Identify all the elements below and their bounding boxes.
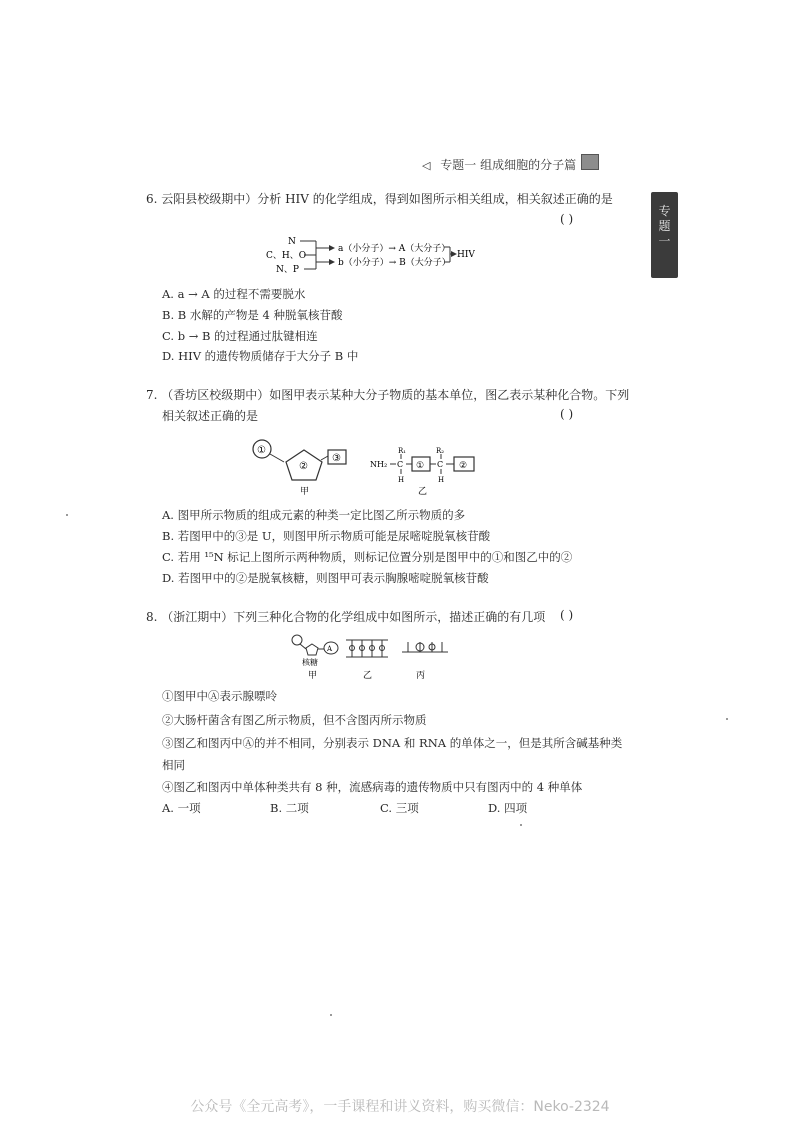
- yi-nh2: NH₂: [370, 460, 388, 469]
- element-n: N: [288, 237, 296, 247]
- q7-answer-paren: ( ): [560, 407, 574, 421]
- q8-ribose-label: 核糖: [302, 658, 318, 667]
- yi-caption: 乙: [418, 487, 428, 496]
- q7-stem-line2: 相关叙述正确的是: [162, 409, 259, 423]
- scan-speck: [330, 1014, 332, 1016]
- q8-figures: [288, 632, 468, 682]
- q8-statement-3-cont: 相同: [162, 758, 185, 772]
- q8-statement-1: ①图甲中Ⓐ表示腺嘌呤: [162, 689, 277, 703]
- q6-option-d: D. HIV 的遗传物质储存于大分子 B 中: [162, 349, 359, 363]
- q7-option-b: B. 若图甲中的③是 U，则图甲所示物质可能是尿嘧啶脱氧核苷酸: [162, 529, 491, 543]
- q8-statement-4: ④图乙和图丙中单体种类共有 8 种，流感病毒的遗传物质中只有图丙中的 4 种单体: [162, 780, 583, 794]
- yi-c2: C: [437, 460, 444, 469]
- q8-statement-3: ③图乙和图丙中Ⓐ的并不相同，分别表示 DNA 和 RNA 的单体之一，但是其所含碱基种类: [162, 736, 623, 750]
- q8-caption-jia: 甲: [308, 671, 318, 681]
- q7-figure-jia: [248, 436, 348, 496]
- header-decoration-icon: [581, 154, 599, 170]
- footer-watermark: 公众号《全元高考》，一手课程和讲义资料，购买微信：Neko-2324: [190, 1099, 610, 1115]
- q8-answer-paren: ( ): [560, 608, 574, 622]
- q6-option-c: C. b → B 的过程通过肽键相连: [162, 329, 318, 343]
- yi-box-2: ②: [459, 461, 468, 471]
- jia-box-3: ③: [332, 453, 341, 464]
- section-title: 专题一 组成细胞的分子篇: [440, 158, 577, 172]
- scan-speck: [726, 718, 728, 720]
- element-cho: C、H、O: [266, 251, 307, 261]
- element-np: N、P: [276, 265, 299, 275]
- row-a-text: a（小分子）→ A（大分子）: [338, 244, 451, 254]
- side-tab-label: 专题一: [658, 204, 671, 248]
- q8-caption-bing: 丙: [416, 671, 426, 681]
- q8-choice-c: C. 三项: [380, 801, 419, 815]
- q6-stem: 6. 云阳县校级期中）分析 HIV 的化学组成，得到如图所示相关组成，相关叙述正确的是: [146, 192, 613, 206]
- q7-stem-line1: 7. （香坊区校级期中）如图甲表示某种大分子物质的基本单位，图乙表示某种化合物。下列: [146, 388, 630, 402]
- q7-option-c: C. 若用 ¹⁵N 标记上图所示两种物质，则标记位置分别是图甲中的①和图乙中的②: [162, 550, 573, 564]
- q6-option-a: A. a → A 的过程不需要脱水: [162, 287, 306, 301]
- scan-speck: [66, 514, 68, 516]
- yi-h1: H: [398, 476, 405, 484]
- result-hiv: HIV: [457, 250, 475, 260]
- q8-statement-2: ②大肠杆菌含有图乙所示物质，但不含图丙所示物质: [162, 713, 427, 727]
- q7-option-a: A. 图甲所示物质的组成元素的种类一定比图乙所示物质的多: [162, 508, 466, 522]
- q8-caption-yi: 乙: [363, 671, 373, 681]
- row-b-text: b（小分子）→ B（大分子）: [338, 258, 451, 268]
- triangle-marker-icon: ◁: [422, 159, 431, 172]
- q7-option-d: D. 若图甲中的②是脱氧核糖，则图甲可表示胸腺嘧啶脱氧核苷酸: [162, 571, 489, 585]
- q6-hiv-diagram: [258, 232, 488, 276]
- q6-option-b: B. B 水解的产物是 4 种脱氧核苷酸: [162, 308, 343, 322]
- chapter-side-tab: [651, 192, 678, 278]
- yi-r1: R₁: [398, 447, 407, 455]
- q8-choice-d: D. 四项: [488, 801, 528, 815]
- scan-speck: [520, 824, 522, 826]
- jia-sugar-2: ②: [299, 461, 308, 472]
- yi-box-1: ①: [416, 461, 425, 471]
- yi-r2: R₂: [436, 447, 445, 455]
- q6-answer-paren: ( ): [560, 212, 574, 226]
- yi-h2: H: [438, 476, 445, 484]
- section-header: [422, 156, 576, 173]
- jia-circle-1: ①: [257, 445, 266, 456]
- jia-caption: 甲: [300, 487, 310, 496]
- q8-stem: 8. （浙江期中）下列三种化合物的化学组成中如图所示，描述正确的有几项: [146, 610, 546, 624]
- q7-figure-yi: [370, 444, 482, 496]
- q8-jia-base-a: A: [327, 645, 333, 653]
- yi-c1: C: [397, 460, 404, 469]
- q8-choice-a: A. 一项: [162, 801, 201, 815]
- q8-choice-b: B. 二项: [270, 801, 309, 815]
